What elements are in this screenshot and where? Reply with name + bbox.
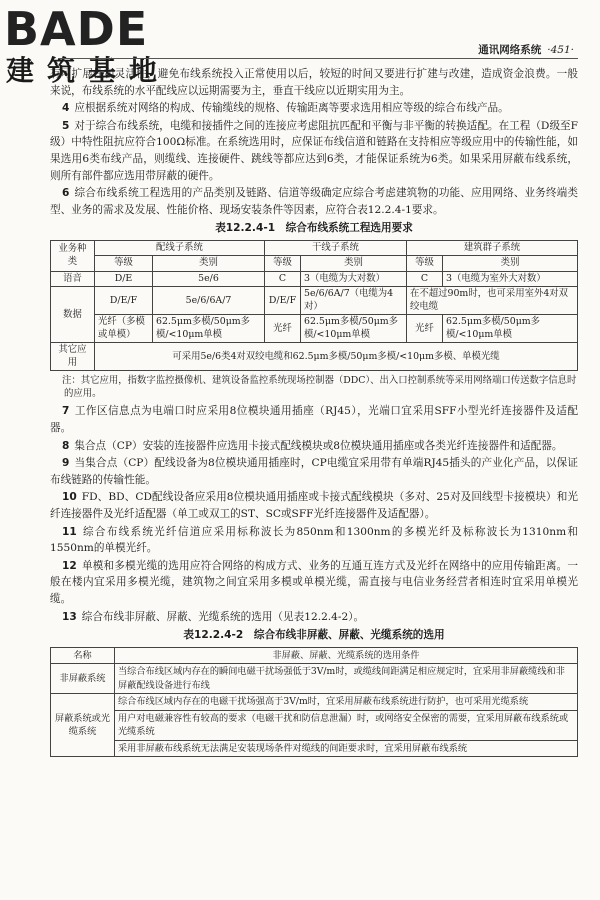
row-label-data: 数据	[51, 287, 95, 343]
cell: D/E	[95, 271, 153, 287]
paragraph-text: 综合布线非屏蔽、屏蔽、光缆系统的选用（见表12.2.4-2）。	[81, 610, 365, 623]
cell: 5e/6/6A/7（电缆为4对）	[301, 287, 407, 315]
header-level: 等级	[95, 256, 153, 272]
cell: D/E/F	[265, 287, 301, 315]
paragraph-12	[50, 558, 578, 608]
table-row	[51, 271, 578, 287]
paragraph-8	[50, 438, 578, 455]
paragraph-10	[50, 489, 578, 522]
table-2	[50, 647, 578, 758]
row-label-voice: 语音	[51, 271, 95, 287]
logo-subtitle: 建筑基地	[6, 54, 171, 87]
table-row	[51, 710, 578, 740]
item-number: 9	[62, 457, 70, 470]
item-number: 4	[62, 102, 70, 115]
item-number: 12	[62, 559, 77, 572]
item-number: 8	[62, 439, 70, 452]
item-number: 11	[62, 525, 77, 538]
item-number: 5	[62, 119, 70, 132]
page-body	[50, 66, 578, 757]
cell: 光纤	[407, 315, 443, 343]
cell: D/E/F	[95, 287, 153, 315]
table-1-note: 注：其它应用，指数字监控摄像机、建筑设备监控系统现场控制器（DDC）、出入口控制系统等采用网络端口传送数字信息时的应用。	[62, 375, 577, 400]
table-row	[51, 287, 578, 315]
paragraph-6	[50, 185, 578, 218]
cell: C	[407, 271, 443, 287]
cell: 用户对电磁兼容性有较高的要求（电磁干扰和防信息泄漏）时，或网络安全保密的需要，宜采用屏蔽布线系统或光缆系统	[115, 710, 578, 740]
paragraph-continued: 有可扩展性和灵活性，避免布线系统投入正常使用以后，较短的时间又要进行扩建与改建，造成资金浪费。一般来说，布线系统的水平配线应以远期需要为主，垂直干线应以近期实用为主。	[50, 68, 578, 97]
cell: 光纤	[265, 315, 301, 343]
paragraph-text: 综合布线系统工程选用的产品类别及链路、信道等级确定应综合考虑建筑物的功能、应用网络、业务终端类型、业务的需求及发展、性能价格、现场安装条件等因素，应符合表12.2.4-1要求。	[50, 187, 578, 216]
paragraph-text: 综合布线系统光纤信道应采用标称波长为850nm和1300nm的多模光纤及标称波长为1310nm和1550nm的单模光纤。	[50, 525, 578, 555]
table-row	[51, 343, 578, 371]
header-rule	[58, 58, 578, 59]
paragraph-text: 当集合点（CP）配线设备为8位模块通用插座时，CP电缆宜采用带有单端RJ45插头的产业化产品，以保证布线链路的传输性能。	[50, 457, 578, 486]
cell: 可采用5e/6类4对双绞电缆和62.5μm多模/50μm多模/<10μm多模、单模光缆	[95, 343, 578, 371]
paragraph-11	[50, 524, 578, 557]
table-2-caption: 表12.2.4-2 综合布线非屏蔽、屏蔽、光缆系统的选用	[183, 629, 445, 642]
table-row	[51, 694, 578, 711]
row-label-shielded-or-fiber: 屏蔽系统或光缆系统	[51, 694, 115, 757]
item-number: 13	[62, 610, 77, 623]
item-number: 10	[62, 491, 77, 504]
header-level: 等级	[407, 256, 443, 272]
header-conditions: 非屏蔽、屏蔽、光缆系统的选用条件	[115, 647, 578, 664]
cell: 综合布线区域内存在的电磁干扰场强高于3V/m时，宜采用屏蔽布线系统进行防护，也可采用光缆系统	[115, 694, 578, 711]
paragraph-text: 应根据系统对网络的构成、传输缆线的规格、传输距离等要求选用相应等级的综合布线产品。	[74, 102, 509, 115]
item-number: 6	[62, 187, 70, 200]
cell: 5e/6	[153, 271, 265, 287]
header-category: 类别	[301, 256, 407, 272]
paragraph-text: 工作区信息点为电端口时应采用8位模块通用插座（RJ45），光端口宜采用SFF小型光纤连接器件及适配器。	[50, 405, 578, 435]
header-service-type: 业务种类	[51, 240, 95, 271]
page-number: ·451·	[547, 44, 574, 56]
header-name: 名称	[51, 647, 115, 664]
cell: 采用非屏蔽布线系统无法满足安装现场条件对缆线的间距要求时，宜采用屏蔽布线系统	[115, 740, 578, 757]
header-category: 类别	[153, 256, 265, 272]
row-label-other: 其它应用	[51, 343, 95, 371]
row-label-unshielded: 非屏蔽系统	[51, 664, 115, 694]
paragraph-text: FD、BD、CD配线设备应采用8位模块通用插座或卡接式配线模块（多对、25对及回线型卡接模块）和光纤连接器件及光纤适配器（单工或双工的ST、SC或SFF光纤连接器件及适配器）。	[50, 491, 578, 520]
header-campus-subsystem: 建筑群子系统	[407, 240, 578, 256]
cell: 62.5μm多模/50μm多模/<10μm单模	[443, 315, 578, 343]
cell: 光纤（多模或单模）	[95, 315, 153, 343]
cell: 62.5μm多模/50μm多模/<10μm单模	[153, 315, 265, 343]
cell: C	[265, 271, 301, 287]
cell: 3（电缆为大对数）	[301, 271, 407, 287]
table-1	[50, 240, 578, 372]
paragraph-13	[50, 609, 578, 626]
header-horizontal-subsystem: 配线子系统	[95, 240, 265, 256]
header-category: 类别	[443, 256, 578, 272]
logo-wordmark: BADE	[4, 2, 149, 56]
paragraph-4	[50, 100, 578, 117]
header-level: 等级	[265, 256, 301, 272]
cell: 当综合布线区域内存在的瞬间电磁干扰场强低于3V/m时，或缆线间距满足相应规定时，宜采用非屏蔽缆线和非屏蔽配线设备进行布线	[115, 664, 578, 694]
header-backbone-subsystem: 干线子系统	[265, 240, 407, 256]
table-1-caption: 表12.2.4-1 综合布线系统工程选用要求	[215, 222, 413, 235]
item-number: 7	[62, 405, 70, 418]
paragraph-5	[50, 118, 578, 184]
table-row	[51, 664, 578, 694]
section-title: 通讯网络系统	[478, 44, 542, 56]
cell: 62.5μm多模/50μm多模/<10μm单模	[301, 315, 407, 343]
running-header	[478, 42, 574, 57]
paragraph-text: 集合点（CP）安装的连接器件应选用卡接式配线模块或8位模块通用插座或各类光纤连接器件和适配器。	[74, 439, 563, 452]
cell: 5e/6/6A/7	[153, 287, 265, 315]
cell: 3（电缆为室外大对数）	[443, 271, 578, 287]
table-row	[51, 315, 578, 343]
table-row	[51, 740, 578, 757]
paragraph-9	[50, 455, 578, 488]
paragraph-7	[50, 403, 578, 436]
paragraph-text: 单模和多模光缆的选用应符合网络的构成方式、业务的互通互连方式及光纤在网络中的应用传输距离。一般在楼内宜采用多模光缆，建筑物之间宜采用多模或单模光缆，需直接与电信业务经营者相连时宜采用单模光缆。	[50, 559, 578, 605]
paragraph-text: 对于综合布线系统，电缆和接插件之间的连接应考虑阻抗匹配和平衡与非平衡的转换适配。在工程（D级至F级）中特性阻抗应符合100Ω标准。在系统选用时，应保证布线信道和链路在支持相应等级应用中的传输性能，如果选用6类布线产品，则缆线、连接硬件、跳线等都应达到6类，才能保证系统为6类。如果采用屏蔽布线系统，则所有部件都应选用带屏蔽的硬件。	[50, 119, 578, 182]
cell: 在不超过90m时，也可采用室外4对双绞电缆	[407, 287, 578, 315]
